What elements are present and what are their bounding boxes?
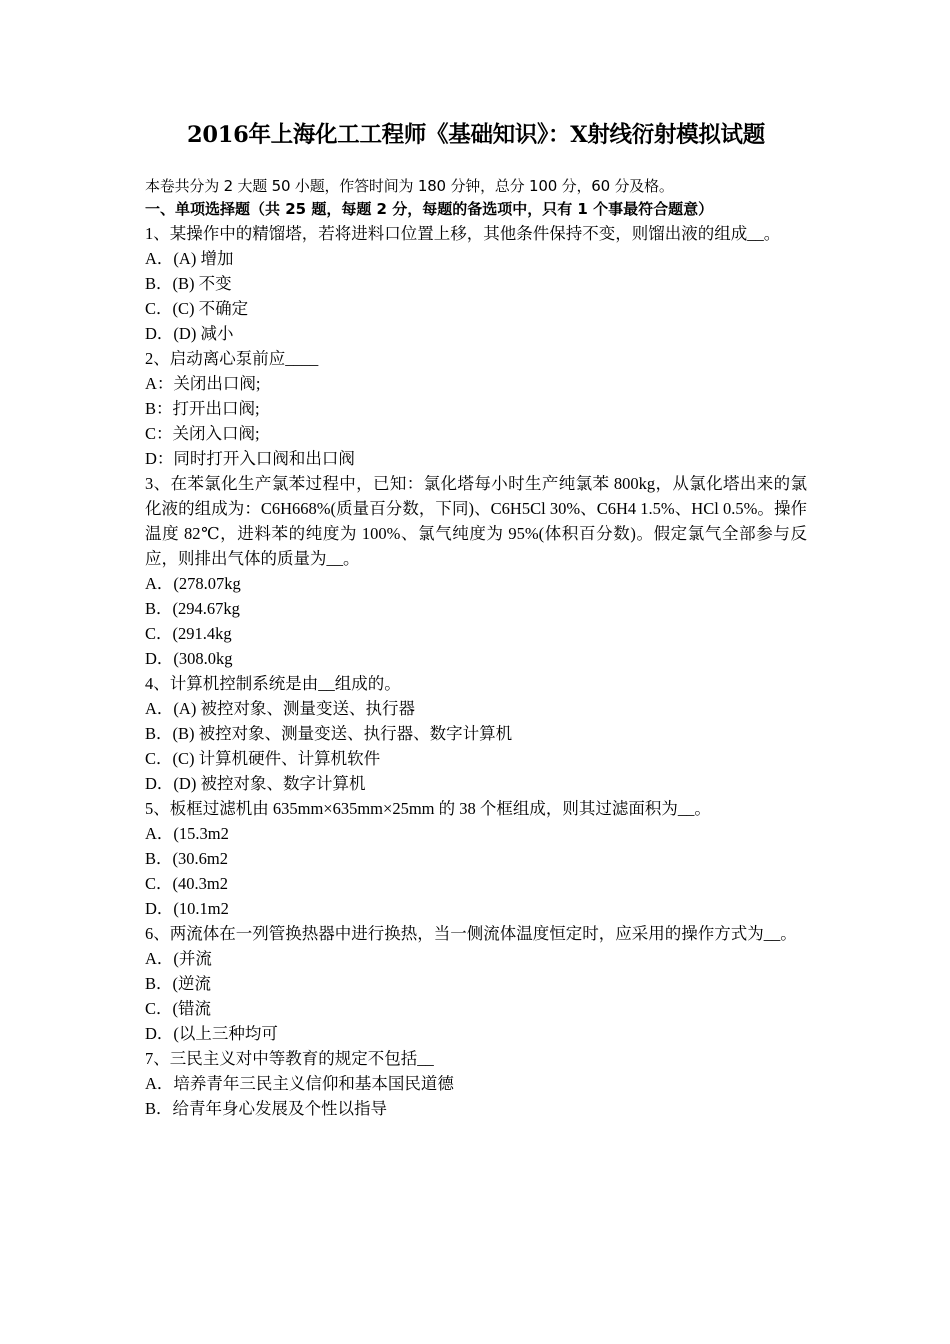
exam-intro: 本卷共分为 2 大题 50 小题，作答时间为 180 分钟，总分 100 分，60 分及格。 (145, 177, 674, 195)
answer-option: A．(A) 被控对象、测量变送、执行器 (145, 699, 415, 718)
answer-option: A．(278.07kg (145, 574, 241, 593)
question-block (145, 671, 807, 796)
answer-option: D．(D) 被控对象、数字计算机 (145, 774, 366, 793)
question-block (145, 921, 807, 1046)
answer-option: B．(逆流 (145, 974, 211, 993)
question-stem: 3、在苯氯化生产氯苯过程中，已知：氯化塔每小时生产纯氯苯 800kg，从氯化塔出来的氯化液的组成为：C6H668%(质量百分数，下同)、C6H5Cl 30%、C6H4 1.5%、HCl 0.5%。操作温度 82℃，进料苯的纯度为 100%、氯气纯度为 95%(体积百分数)。假定氯气全部参与反应，则排出气体的质量为__。 (145, 474, 807, 568)
document-body (145, 120, 807, 1121)
question-stem: 1、某操作中的精馏塔，若将进料口位置上移，其他条件保持不变，则馏出液的组成__。 (145, 224, 781, 243)
answer-option: C．(40.3m2 (145, 874, 228, 893)
question-list (145, 221, 807, 1121)
question-stem: 6、两流体在一列管换热器中进行换热，当一侧流体温度恒定时，应采用的操作方式为__。 (145, 924, 797, 943)
question-block (145, 1046, 807, 1121)
answer-option: D．(以上三种均可 (145, 1024, 278, 1043)
question-stem: 4、计算机控制系统是由__组成的。 (145, 674, 401, 693)
answer-option: C．(错流 (145, 999, 211, 1018)
answer-option: B．(30.6m2 (145, 849, 228, 868)
answer-option: D．(308.0kg (145, 649, 233, 668)
question-block (145, 471, 807, 671)
document-title: 2016年上海化工工程师《基础知识》：X射线衍射模拟试题 (187, 122, 765, 148)
answer-option: D：同时打开入口阀和出口阀 (145, 449, 355, 468)
answer-option: B．给青年身心发展及个性以指导 (145, 1099, 388, 1118)
question-block (145, 346, 807, 471)
answer-option: B．(294.67kg (145, 599, 240, 618)
answer-option: A．培养青年三民主义信仰和基本国民道德 (145, 1074, 454, 1093)
answer-option: C．(C) 计算机硬件、计算机软件 (145, 749, 381, 768)
answer-option: D．(10.1m2 (145, 899, 229, 918)
answer-option: C．(291.4kg (145, 624, 232, 643)
question-stem: 5、板框过滤机由 635mm×635mm×25mm 的 38 个框组成，则其过滤面积为__。 (145, 799, 711, 818)
answer-option: A：关闭出口阀; (145, 374, 261, 393)
question-stem: 7、三民主义对中等教育的规定不包括__ (145, 1049, 434, 1068)
answer-option: A．(并流 (145, 949, 212, 968)
question-block (145, 221, 807, 346)
answer-option: D．(D) 减小 (145, 324, 234, 343)
answer-option: B：打开出口阀; (145, 399, 260, 418)
answer-option: A．(15.3m2 (145, 824, 229, 843)
answer-option: B．(B) 被控对象、测量变送、执行器、数字计算机 (145, 724, 513, 743)
section-heading: 一、单项选择题（共 25 题，每题 2 分，每题的备选项中，只有 1 个事最符合题意） (145, 200, 714, 218)
answer-option: C：关闭入口阀; (145, 424, 260, 443)
question-block (145, 796, 807, 921)
question-stem: 2、启动离心泵前应____ (145, 349, 319, 368)
answer-option: C．(C) 不确定 (145, 299, 249, 318)
answer-option: B．(B) 不变 (145, 274, 232, 293)
answer-option: A．(A) 增加 (145, 249, 234, 268)
